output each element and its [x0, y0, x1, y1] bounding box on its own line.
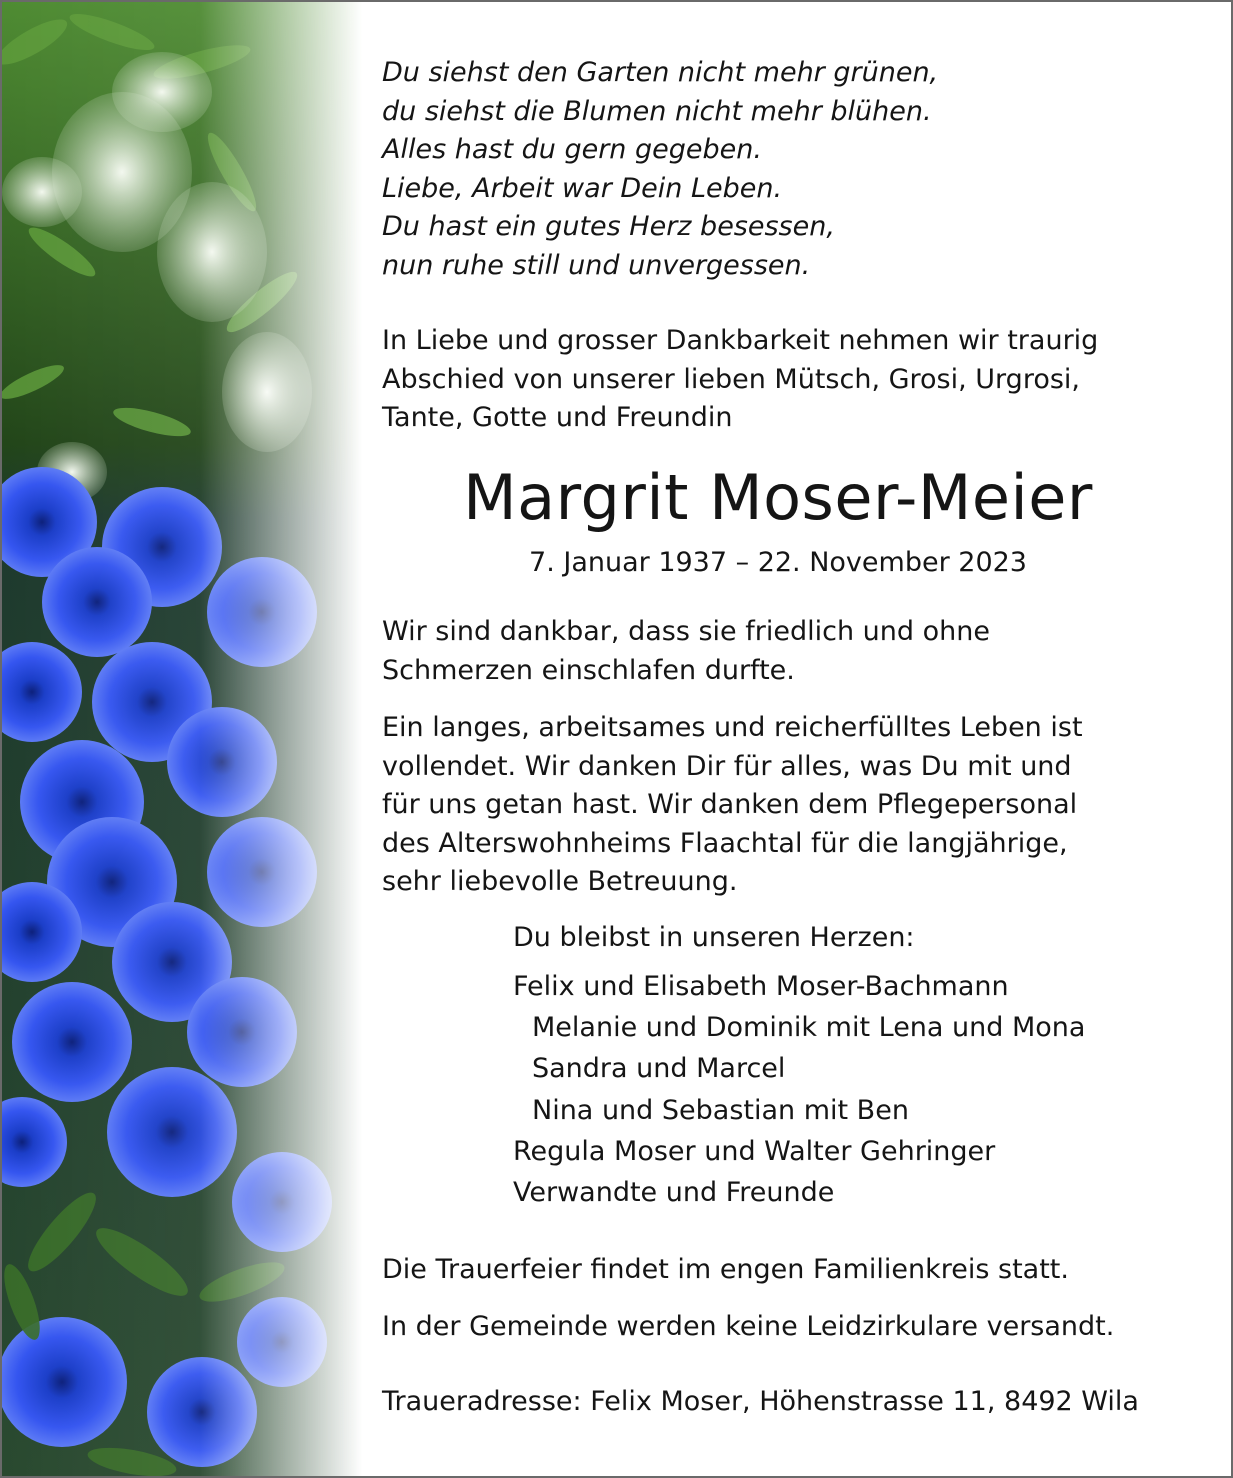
poem-line: Liebe, Arbeit war Dein Leben. [382, 172, 783, 204]
poem-line: nun ruhe still und unvergessen. [382, 249, 811, 281]
poem [382, 54, 938, 285]
thanks-line: Ein langes, arbeitsames und reicherfülltes Leben ist [382, 712, 1083, 743]
poem-line: Du hast ein gutes Herz besessen, [382, 211, 835, 242]
life-dates: 7. Januar 1937 – 22. November 2023 [529, 547, 1027, 578]
family-member: Verwandte und Freunde [513, 1177, 835, 1209]
intro-text [382, 322, 1098, 438]
thanks-line: Schmerzen einschlafen durfte. [382, 654, 795, 686]
mourning-address: Traueradresse: Felix Moser, Höhenstrasse 11, 8492 Wila [382, 1386, 1139, 1417]
family-member: Nina und Sebastian mit Ben [532, 1094, 909, 1126]
poem-line: Du siehst den Garten nicht mehr grünen, [382, 57, 939, 88]
intro-line: Tante, Gotte und Freundin [382, 402, 733, 433]
family-member: Sandra und Marcel [532, 1053, 786, 1085]
deceased-name: Margrit Moser-Meier [463, 461, 1093, 534]
family-list [513, 966, 1085, 1213]
thanks-short [382, 613, 990, 690]
circular-note: In der Gemeinde werden keine Leidzirkulare versandt. [382, 1311, 1115, 1342]
ceremony-note: Die Trauerfeier findet im engen Familienkreis statt. [382, 1254, 1069, 1285]
poem-line: du siehst die Blumen nicht mehr blühen. [382, 95, 932, 127]
thanks-line: sehr liebevolle Betreuung. [382, 866, 738, 897]
family-member: Regula Moser und Walter Gehringer [513, 1135, 996, 1167]
thanks-line: Wir sind dankbar, dass sie friedlich und ohne [382, 616, 990, 647]
poem-line: Alles hast du gern gegeben. [382, 134, 762, 165]
thanks-long [382, 709, 1083, 902]
thanks-line: des Alterswohnheims Flaachtal für die langjährige, [382, 827, 1068, 859]
family-heading: Du bleibst in unseren Herzen: [513, 922, 915, 953]
flower-photo [2, 2, 362, 1476]
family-member: Melanie und Dominik mit Lena und Mona [532, 1012, 1086, 1044]
thanks-line: vollendet. Wir danken Dir für alles, was Du mit und [382, 750, 1072, 782]
thanks-line: für uns getan hast. Wir danken dem Pflegepersonal [382, 789, 1078, 820]
family-member: Felix und Elisabeth Moser-Bachmann [513, 971, 1009, 1002]
intro-line: In Liebe und grosser Dankbarkeit nehmen wir traurig [382, 325, 1099, 356]
intro-line: Abschied von unserer lieben Mütsch, Grosi, Urgrosi, [382, 363, 1080, 395]
